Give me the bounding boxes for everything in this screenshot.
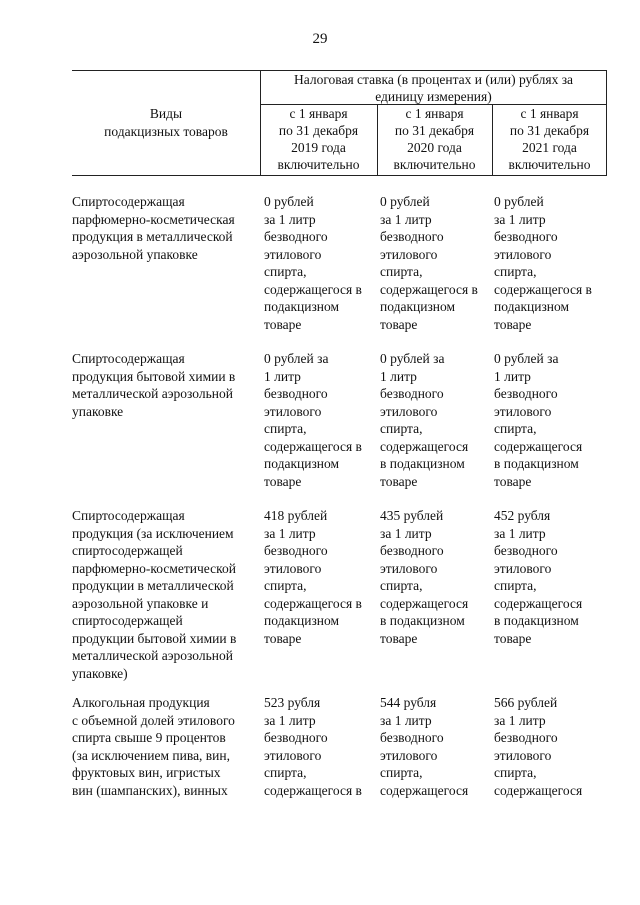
rate-line: 0 рублей за bbox=[380, 351, 445, 366]
rate-line: 0 рублей bbox=[380, 194, 430, 209]
period-header-2020 bbox=[377, 105, 492, 175]
product-type-line: вин (шампанских), винных bbox=[72, 782, 228, 798]
rate-line: 1 литр bbox=[264, 368, 301, 384]
rate-line: содержащегося bbox=[380, 438, 469, 454]
rate-line: безводного bbox=[264, 229, 328, 244]
rate-cell-2019 bbox=[264, 193, 362, 333]
rate-line: 0 рублей bbox=[494, 194, 544, 209]
rate-line: спирта, bbox=[494, 578, 537, 593]
period-line: 2019 года bbox=[291, 140, 346, 155]
product-type-line: продукция (за исключением bbox=[72, 525, 234, 541]
rate-line: в подакцизном bbox=[494, 613, 579, 628]
rate-line: этилового bbox=[264, 403, 322, 419]
product-type-line: спиртосодержащей bbox=[72, 543, 183, 558]
rate-line: за 1 литр bbox=[494, 712, 546, 728]
rate-line: товаре bbox=[380, 473, 418, 489]
page-number: 29 bbox=[312, 31, 328, 47]
rate-line: этилового bbox=[380, 560, 438, 576]
rate-line: 544 рубля bbox=[380, 695, 437, 710]
period-line: включительно bbox=[277, 157, 360, 172]
rate-line: безводного bbox=[264, 543, 328, 558]
rate-line: этилового bbox=[380, 246, 438, 262]
period-line: 2021 года bbox=[522, 140, 577, 155]
product-type-line: упаковке) bbox=[72, 665, 128, 681]
column-header-types-line: подакцизных товаров bbox=[104, 124, 228, 139]
rate-line: спирта, bbox=[264, 578, 307, 593]
rate-line: содержащегося bbox=[380, 782, 469, 798]
rate-line: 566 рублей bbox=[494, 695, 558, 710]
rate-line: безводного bbox=[264, 386, 328, 401]
rate-cell-2019 bbox=[264, 694, 362, 799]
rate-line: безводного bbox=[494, 730, 558, 745]
rate-line: спирта, bbox=[380, 421, 423, 436]
product-type-line: продукция бытовой химии в bbox=[72, 368, 236, 384]
period-header-2021 bbox=[492, 105, 607, 175]
rate-line: этилового bbox=[264, 246, 322, 262]
rate-line: 418 рублей bbox=[264, 508, 328, 523]
product-type-line: Спиртосодержащая bbox=[72, 351, 185, 366]
period-line: включительно bbox=[393, 157, 476, 172]
product-type-line: металлической аэрозольной bbox=[72, 386, 233, 401]
rate-line: за 1 литр bbox=[494, 525, 546, 541]
rate-line: спирта, bbox=[380, 578, 423, 593]
rate-cell-2020 bbox=[380, 193, 478, 333]
rate-line: 0 рублей за bbox=[264, 351, 329, 366]
product-type-line: Спиртосодержащая bbox=[72, 194, 185, 209]
rate-line: содержащегося в bbox=[380, 281, 478, 297]
product-type-line: спирта свыше 9 процентов bbox=[72, 730, 226, 745]
product-type-line: продукции бытовой химии в bbox=[72, 630, 237, 646]
rate-line: в подакцизном bbox=[380, 613, 465, 628]
rate-line: спирта, bbox=[264, 765, 307, 780]
rate-line: подакцизном bbox=[264, 613, 340, 628]
rate-line: спирта, bbox=[264, 264, 307, 279]
rate-cell-2020 bbox=[380, 507, 468, 647]
product-type-cell bbox=[72, 694, 235, 799]
rate-line: за 1 литр bbox=[494, 211, 546, 227]
rate-line: 523 рубля bbox=[264, 695, 321, 710]
rate-line: спирта, bbox=[494, 421, 537, 436]
rate-line: подакцизном bbox=[494, 299, 570, 314]
rate-line: 435 рублей bbox=[380, 508, 444, 523]
rate-line: 0 рублей bbox=[264, 194, 314, 209]
rate-line: этилового bbox=[494, 560, 552, 576]
rate-line: за 1 литр bbox=[380, 211, 432, 227]
product-type-line: металлической аэрозольной bbox=[72, 648, 233, 663]
column-header-types bbox=[72, 70, 260, 176]
period-header-2019 bbox=[260, 105, 377, 175]
rate-line: за 1 литр bbox=[264, 525, 316, 541]
product-type-line: (за исключением пива, вин, bbox=[72, 747, 231, 763]
rate-line: 0 рублей за bbox=[494, 351, 559, 366]
product-type-cell bbox=[72, 193, 235, 263]
rate-line: этилового bbox=[380, 403, 438, 419]
table-header bbox=[72, 70, 607, 176]
rate-line: безводного bbox=[494, 386, 558, 401]
rate-line: содержащегося bbox=[380, 595, 469, 611]
rate-line: спирта, bbox=[380, 264, 423, 279]
rate-line: безводного bbox=[494, 543, 558, 558]
rate-line: содержащегося bbox=[494, 595, 583, 611]
rate-line: подакцизном bbox=[380, 299, 456, 314]
product-type-line: Алкогольная продукция bbox=[72, 695, 210, 710]
column-header-rate-line: Налоговая ставка (в процентах и (или) рублях за bbox=[293, 72, 574, 87]
rate-line: товаре bbox=[264, 473, 302, 489]
product-type-line: парфюмерно-косметическая bbox=[72, 211, 235, 227]
rate-line: содержащегося в bbox=[494, 281, 592, 297]
rate-cell-2021 bbox=[494, 350, 582, 490]
rate-line: содержащегося в bbox=[264, 782, 362, 798]
rate-cell-2019 bbox=[264, 350, 362, 490]
rate-line: этилового bbox=[494, 403, 552, 419]
column-header-rate bbox=[260, 70, 607, 104]
rate-line: товаре bbox=[494, 630, 532, 646]
rate-line: содержащегося в bbox=[264, 595, 362, 611]
period-line: с 1 января bbox=[289, 106, 348, 121]
rate-line: этилового bbox=[264, 560, 322, 576]
product-type-line: упаковке bbox=[72, 403, 124, 419]
rate-line: содержащегося bbox=[494, 438, 583, 454]
rate-line: товаре bbox=[264, 630, 302, 646]
rate-line: безводного bbox=[380, 543, 444, 558]
rate-line: подакцизном bbox=[264, 299, 340, 314]
rate-line: за 1 литр bbox=[380, 525, 432, 541]
product-type-line: спиртосодержащей bbox=[72, 613, 183, 628]
rate-line: безводного bbox=[380, 229, 444, 244]
rate-line: подакцизном bbox=[264, 456, 340, 471]
rate-line: этилового bbox=[494, 246, 552, 262]
rate-line: товаре bbox=[380, 316, 418, 332]
rate-line: содержащегося в bbox=[264, 281, 362, 297]
rate-line: 1 литр bbox=[380, 368, 417, 384]
period-line: с 1 января bbox=[405, 106, 464, 121]
rate-line: этилового bbox=[494, 747, 552, 763]
rate-line: этилового bbox=[264, 747, 322, 763]
product-type-cell bbox=[72, 350, 235, 420]
period-line: 2020 года bbox=[407, 140, 462, 155]
rate-line: спирта, bbox=[494, 765, 537, 780]
rate-line: товаре bbox=[380, 630, 418, 646]
product-type-line: аэрозольной упаковке bbox=[72, 246, 198, 262]
rate-line: спирта, bbox=[264, 421, 307, 436]
column-header-types-line: Виды bbox=[149, 106, 183, 121]
rate-line: за 1 литр bbox=[264, 712, 316, 728]
rate-line: 452 рубля bbox=[494, 508, 551, 523]
rate-line: за 1 литр bbox=[264, 211, 316, 227]
period-line: по 31 декабря bbox=[509, 123, 590, 138]
rate-line: спирта, bbox=[494, 264, 537, 279]
period-line: с 1 января bbox=[520, 106, 579, 121]
rate-line: безводного bbox=[380, 386, 444, 401]
period-line: включительно bbox=[508, 157, 591, 172]
rate-cell-2021 bbox=[494, 694, 582, 799]
product-type-line: продукции в металлической bbox=[72, 578, 234, 593]
rate-line: 1 литр bbox=[494, 368, 531, 384]
rate-line: безводного bbox=[264, 730, 328, 745]
rate-line: спирта, bbox=[380, 765, 423, 780]
rate-cell-2021 bbox=[494, 193, 592, 333]
rate-cell-2020 bbox=[380, 350, 468, 490]
rate-line: в подакцизном bbox=[494, 456, 579, 471]
product-type-cell bbox=[72, 507, 236, 682]
rate-line: товаре bbox=[494, 473, 532, 489]
rate-cell-2021 bbox=[494, 507, 582, 647]
period-line: по 31 декабря bbox=[394, 123, 475, 138]
product-type-line: продукция в металлической bbox=[72, 229, 233, 244]
period-line: по 31 декабря bbox=[278, 123, 359, 138]
rate-line: содержащегося bbox=[494, 782, 583, 798]
rate-line: содержащегося в bbox=[264, 438, 362, 454]
product-type-line: парфюмерно-косметической bbox=[72, 560, 236, 576]
product-type-line: Спиртосодержащая bbox=[72, 508, 185, 523]
rate-line: безводного bbox=[494, 229, 558, 244]
product-type-line: с объемной долей этилового bbox=[72, 712, 235, 728]
rate-line: безводного bbox=[380, 730, 444, 745]
column-header-rate-line: единицу измерения) bbox=[375, 89, 492, 104]
rate-line: в подакцизном bbox=[380, 456, 465, 471]
product-type-line: аэрозольной упаковке и bbox=[72, 595, 209, 611]
product-type-line: фруктовых вин, игристых bbox=[72, 765, 221, 780]
rate-line: за 1 литр bbox=[380, 712, 432, 728]
rate-line: этилового bbox=[380, 747, 438, 763]
rate-cell-2020 bbox=[380, 694, 468, 799]
rate-line: товаре bbox=[264, 316, 302, 332]
rate-cell-2019 bbox=[264, 507, 362, 647]
rate-line: товаре bbox=[494, 316, 532, 332]
